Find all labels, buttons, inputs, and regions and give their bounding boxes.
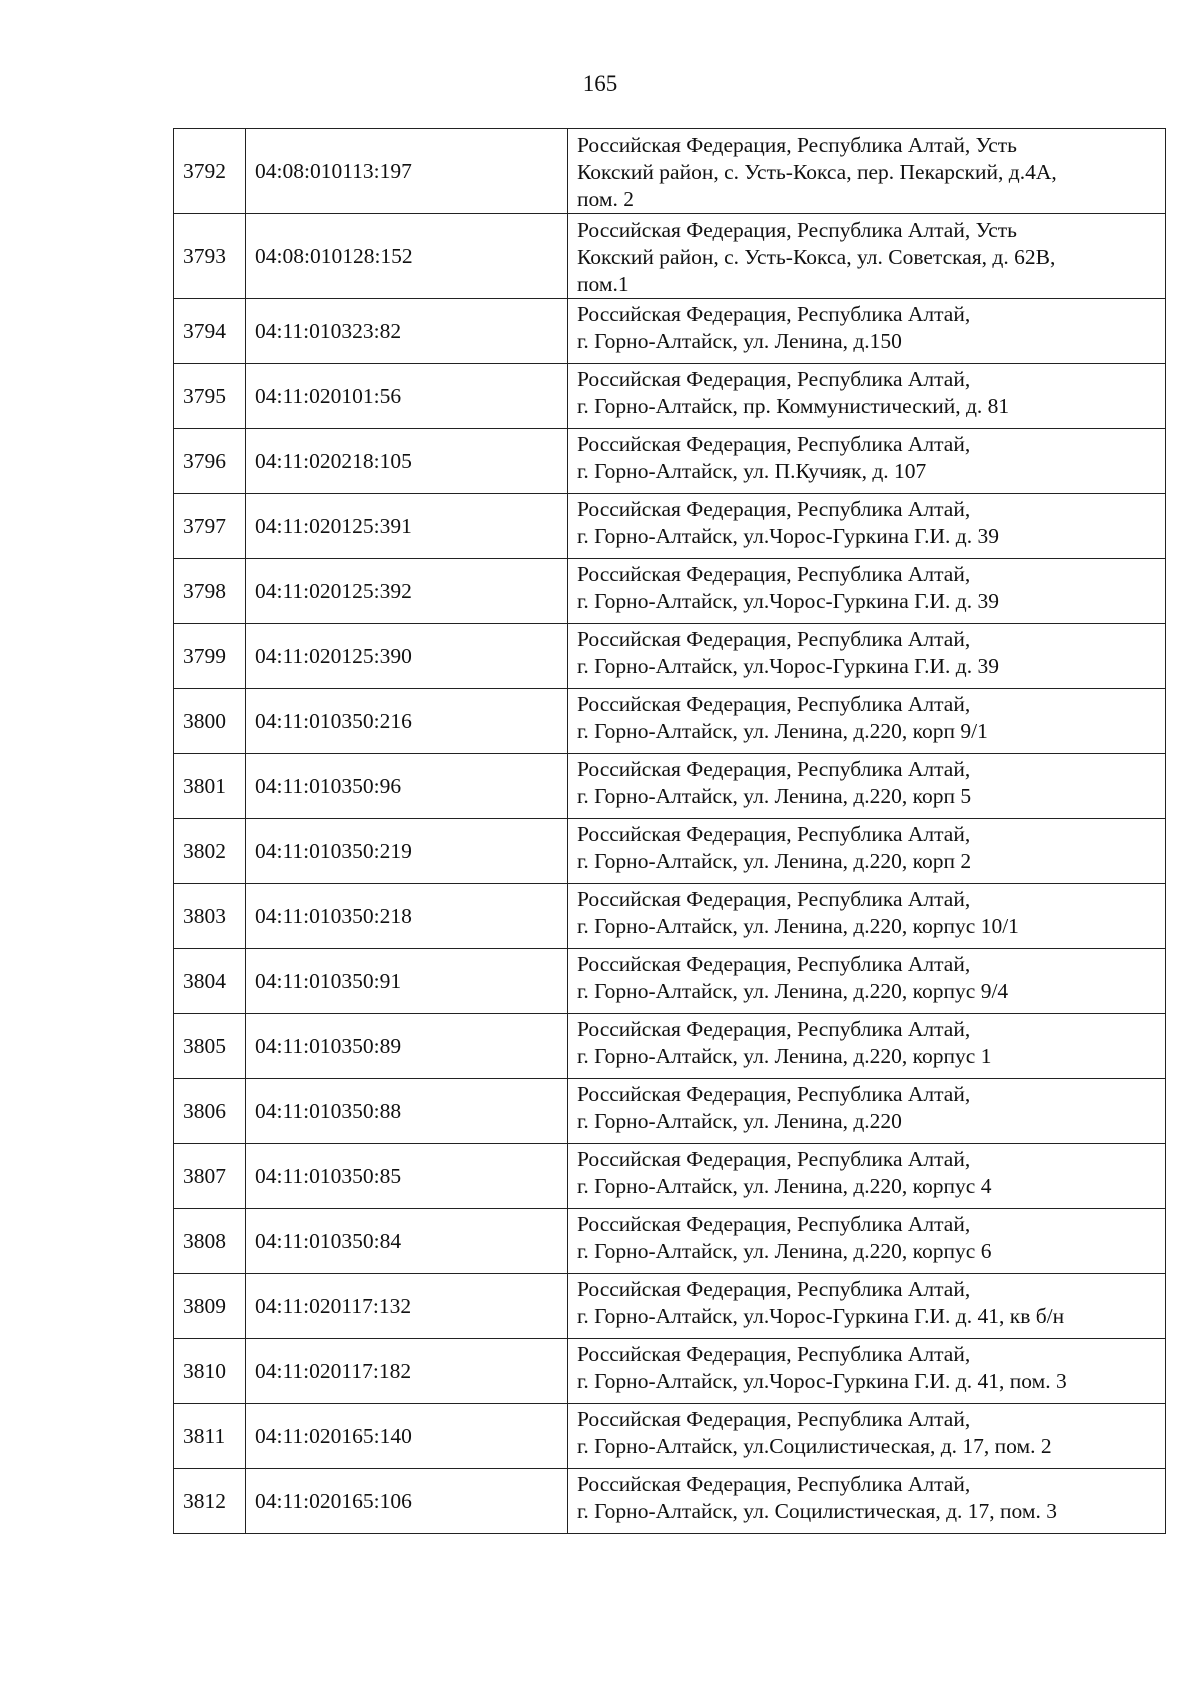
cadastral-number-cell: 04:11:020125:392 bbox=[246, 559, 568, 624]
row-number-cell: 3793 bbox=[174, 214, 246, 299]
table-row bbox=[174, 1469, 1166, 1534]
cadastral-number-cell: 04:11:020125:390 bbox=[246, 624, 568, 689]
table-row bbox=[174, 819, 1166, 884]
table-row bbox=[174, 884, 1166, 949]
table-row bbox=[174, 494, 1166, 559]
table-row bbox=[174, 364, 1166, 429]
address-cell: Российская Федерация, Республика Алтай, г. Горно-Алтайск, ул. Ленина, д.220, корпус 1 bbox=[568, 1014, 1166, 1079]
cadastral-number-cell: 04:11:020165:106 bbox=[246, 1469, 568, 1534]
address-cell: Российская Федерация, Республика Алтай, г. Горно-Алтайск, ул. Ленина, д.220, корпус 10/1 bbox=[568, 884, 1166, 949]
address-cell: Российская Федерация, Республика Алтай, г. Горно-Алтайск, ул. Ленина, д.220, корп 2 bbox=[568, 819, 1166, 884]
row-number-cell: 3805 bbox=[174, 1014, 246, 1079]
table-row bbox=[174, 214, 1166, 299]
cadastral-number-cell: 04:11:010350:85 bbox=[246, 1144, 568, 1209]
cadastral-number-cell: 04:11:010350:88 bbox=[246, 1079, 568, 1144]
page-number: 165 bbox=[582, 71, 618, 96]
cadastral-number-cell: 04:11:020101:56 bbox=[246, 364, 568, 429]
cadastral-number-cell: 04:11:020218:105 bbox=[246, 429, 568, 494]
table-row bbox=[174, 299, 1166, 364]
row-number-cell: 3806 bbox=[174, 1079, 246, 1144]
address-cell: Российская Федерация, Республика Алтай, г. Горно-Алтайск, ул. Ленина, д.220, корп 5 bbox=[568, 754, 1166, 819]
cadastral-number-cell: 04:11:010323:82 bbox=[246, 299, 568, 364]
cadastral-number-cell: 04:11:020117:132 bbox=[246, 1274, 568, 1339]
table-row bbox=[174, 624, 1166, 689]
row-number-cell: 3808 bbox=[174, 1209, 246, 1274]
cadastral-number-cell: 04:11:010350:219 bbox=[246, 819, 568, 884]
address-cell: Российская Федерация, Республика Алтай, г. Горно-Алтайск, ул. Социлистическая, д. 17, пом. 3 bbox=[568, 1469, 1166, 1534]
row-number-cell: 3809 bbox=[174, 1274, 246, 1339]
row-number-cell: 3794 bbox=[174, 299, 246, 364]
row-number-cell: 3801 bbox=[174, 754, 246, 819]
table-row bbox=[174, 1404, 1166, 1469]
row-number-cell: 3795 bbox=[174, 364, 246, 429]
row-number-cell: 3812 bbox=[174, 1469, 246, 1534]
table-row bbox=[174, 129, 1166, 214]
address-cell: Российская Федерация, Республика Алтай, г. Горно-Алтайск, ул.Чорос-Гуркина Г.И. д. 39 bbox=[568, 624, 1166, 689]
table-row bbox=[174, 1144, 1166, 1209]
address-cell: Российская Федерация, Республика Алтай, г. Горно-Алтайск, ул. Ленина, д.220, корпус 9/4 bbox=[568, 949, 1166, 1014]
table-row bbox=[174, 1079, 1166, 1144]
address-cell: Российская Федерация, Республика Алтай, г. Горно-Алтайск, ул.Чорос-Гуркина Г.И. д. 39 bbox=[568, 559, 1166, 624]
cadastral-number-cell: 04:11:010350:89 bbox=[246, 1014, 568, 1079]
cadastral-number-cell: 04:08:010113:197 bbox=[246, 129, 568, 214]
row-number-cell: 3802 bbox=[174, 819, 246, 884]
address-cell: Российская Федерация, Республика Алтай, Усть Кокский район, с. Усть-Кокса, пер. Пекарский, д.4А, пом. 2 bbox=[568, 129, 1166, 214]
cadastral-number-cell: 04:11:020125:391 bbox=[246, 494, 568, 559]
row-number-cell: 3799 bbox=[174, 624, 246, 689]
cadastral-number-cell: 04:11:010350:218 bbox=[246, 884, 568, 949]
row-number-cell: 3811 bbox=[174, 1404, 246, 1469]
row-number-cell: 3800 bbox=[174, 689, 246, 754]
table-row bbox=[174, 559, 1166, 624]
cadastral-number-cell: 04:11:010350:216 bbox=[246, 689, 568, 754]
address-cell: Российская Федерация, Республика Алтай, Усть Кокский район, с. Усть-Кокса, ул. Советская, д. 62В, пом.1 bbox=[568, 214, 1166, 299]
address-cell: Российская Федерация, Республика Алтай, г. Горно-Алтайск, ул. Ленина, д.220, корп 9/1 bbox=[568, 689, 1166, 754]
table-row bbox=[174, 1274, 1166, 1339]
address-cell: Российская Федерация, Республика Алтай, г. Горно-Алтайск, ул. Ленина, д.220, корпус 4 bbox=[568, 1144, 1166, 1209]
address-cell: Российская Федерация, Республика Алтай, г. Горно-Алтайск, ул. П.Кучияк, д. 107 bbox=[568, 429, 1166, 494]
row-number-cell: 3796 bbox=[174, 429, 246, 494]
row-number-cell: 3807 bbox=[174, 1144, 246, 1209]
table-row bbox=[174, 949, 1166, 1014]
property-registry-table bbox=[173, 128, 1166, 1534]
row-number-cell: 3797 bbox=[174, 494, 246, 559]
address-cell: Российская Федерация, Республика Алтай, г. Горно-Алтайск, ул. Ленина, д.220 bbox=[568, 1079, 1166, 1144]
cadastral-number-cell: 04:11:010350:84 bbox=[246, 1209, 568, 1274]
address-cell: Российская Федерация, Республика Алтай, г. Горно-Алтайск, ул. Ленина, д.220, корпус 6 bbox=[568, 1209, 1166, 1274]
table-row bbox=[174, 689, 1166, 754]
table-row bbox=[174, 429, 1166, 494]
table-row bbox=[174, 1339, 1166, 1404]
cadastral-number-cell: 04:11:010350:91 bbox=[246, 949, 568, 1014]
cadastral-number-cell: 04:11:020165:140 bbox=[246, 1404, 568, 1469]
address-cell: Российская Федерация, Республика Алтай, г. Горно-Алтайск, ул.Чорос-Гуркина Г.И. д. 41, пом. 3 bbox=[568, 1339, 1166, 1404]
row-number-cell: 3792 bbox=[174, 129, 246, 214]
cadastral-number-cell: 04:11:010350:96 bbox=[246, 754, 568, 819]
address-cell: Российская Федерация, Республика Алтай, г. Горно-Алтайск, ул. Ленина, д.150 bbox=[568, 299, 1166, 364]
cadastral-number-cell: 04:11:020117:182 bbox=[246, 1339, 568, 1404]
row-number-cell: 3798 bbox=[174, 559, 246, 624]
row-number-cell: 3804 bbox=[174, 949, 246, 1014]
row-number-cell: 3810 bbox=[174, 1339, 246, 1404]
address-cell: Российская Федерация, Республика Алтай, г. Горно-Алтайск, ул.Социлистическая, д. 17, пом. 2 bbox=[568, 1404, 1166, 1469]
cadastral-number-cell: 04:08:010128:152 bbox=[246, 214, 568, 299]
address-cell: Российская Федерация, Республика Алтай, г. Горно-Алтайск, ул.Чорос-Гуркина Г.И. д. 39 bbox=[568, 494, 1166, 559]
row-number-cell: 3803 bbox=[174, 884, 246, 949]
address-cell: Российская Федерация, Республика Алтай, г. Горно-Алтайск, ул.Чорос-Гуркина Г.И. д. 41, кв б/н bbox=[568, 1274, 1166, 1339]
table-row bbox=[174, 754, 1166, 819]
table-row bbox=[174, 1014, 1166, 1079]
table-row bbox=[174, 1209, 1166, 1274]
address-cell: Российская Федерация, Республика Алтай, г. Горно-Алтайск, пр. Коммунистический, д. 81 bbox=[568, 364, 1166, 429]
